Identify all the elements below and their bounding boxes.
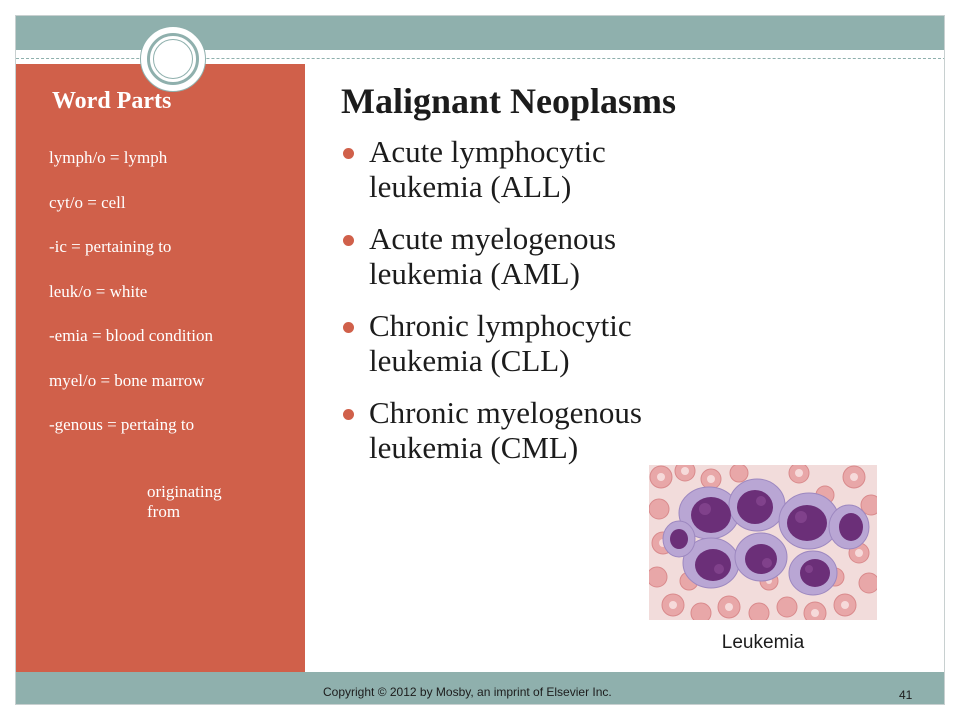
bullet-item — [341, 395, 721, 465]
page-number: 41 — [899, 688, 913, 702]
word-part-item: lymph/o = lymph — [49, 148, 168, 167]
bullet-line: leukemia (ALL) — [369, 169, 572, 204]
bullet-dot-icon — [343, 322, 354, 333]
word-parts-list — [49, 148, 213, 460]
micrograph-image — [649, 465, 877, 620]
bullet-item — [341, 221, 721, 291]
bullet-line: leukemia (CLL) — [369, 343, 570, 378]
word-part-item: leuk/o = white — [49, 281, 148, 301]
bullet-dot-icon — [343, 148, 354, 159]
word-part-item: cyt/o = cell — [49, 192, 126, 212]
figure-caption: Leukemia — [721, 632, 805, 653]
bullet-line: Acute lymphocytic — [369, 134, 606, 169]
bullet-list — [341, 134, 721, 482]
continuation-line: originating — [147, 482, 222, 501]
continuation-line: from — [147, 502, 181, 521]
bullet-line: Chronic lymphocytic — [369, 308, 632, 343]
bullet-line: Chronic myelogenous — [369, 395, 642, 430]
bullet-item — [341, 308, 721, 378]
word-part-item: -ic = pertaining to — [49, 237, 172, 256]
leukemia-micrograph — [649, 465, 877, 620]
decorative-circle-icon — [140, 26, 206, 92]
bullet-dot-icon — [343, 409, 354, 420]
bullet-item — [341, 134, 721, 204]
bullet-line: leukemia (AML) — [369, 256, 580, 291]
word-part-continuation — [147, 482, 222, 522]
bullet-line: leukemia (CML) — [369, 430, 579, 465]
sidebar-title: Word Parts — [52, 88, 172, 114]
slide — [15, 15, 945, 705]
word-part-item: -genous = pertaing to — [49, 415, 195, 434]
slide-title: Malignant Neoplasms — [341, 81, 677, 121]
copyright-text: Copyright © 2012 by Mosby, an imprint of Elsevier Inc. — [323, 685, 612, 699]
bullet-line: Acute myelogenous — [369, 221, 617, 256]
word-part-item: -emia = blood condition — [49, 326, 213, 345]
bullet-dot-icon — [343, 235, 354, 246]
word-part-item: myel/o = bone marrow — [49, 370, 205, 390]
